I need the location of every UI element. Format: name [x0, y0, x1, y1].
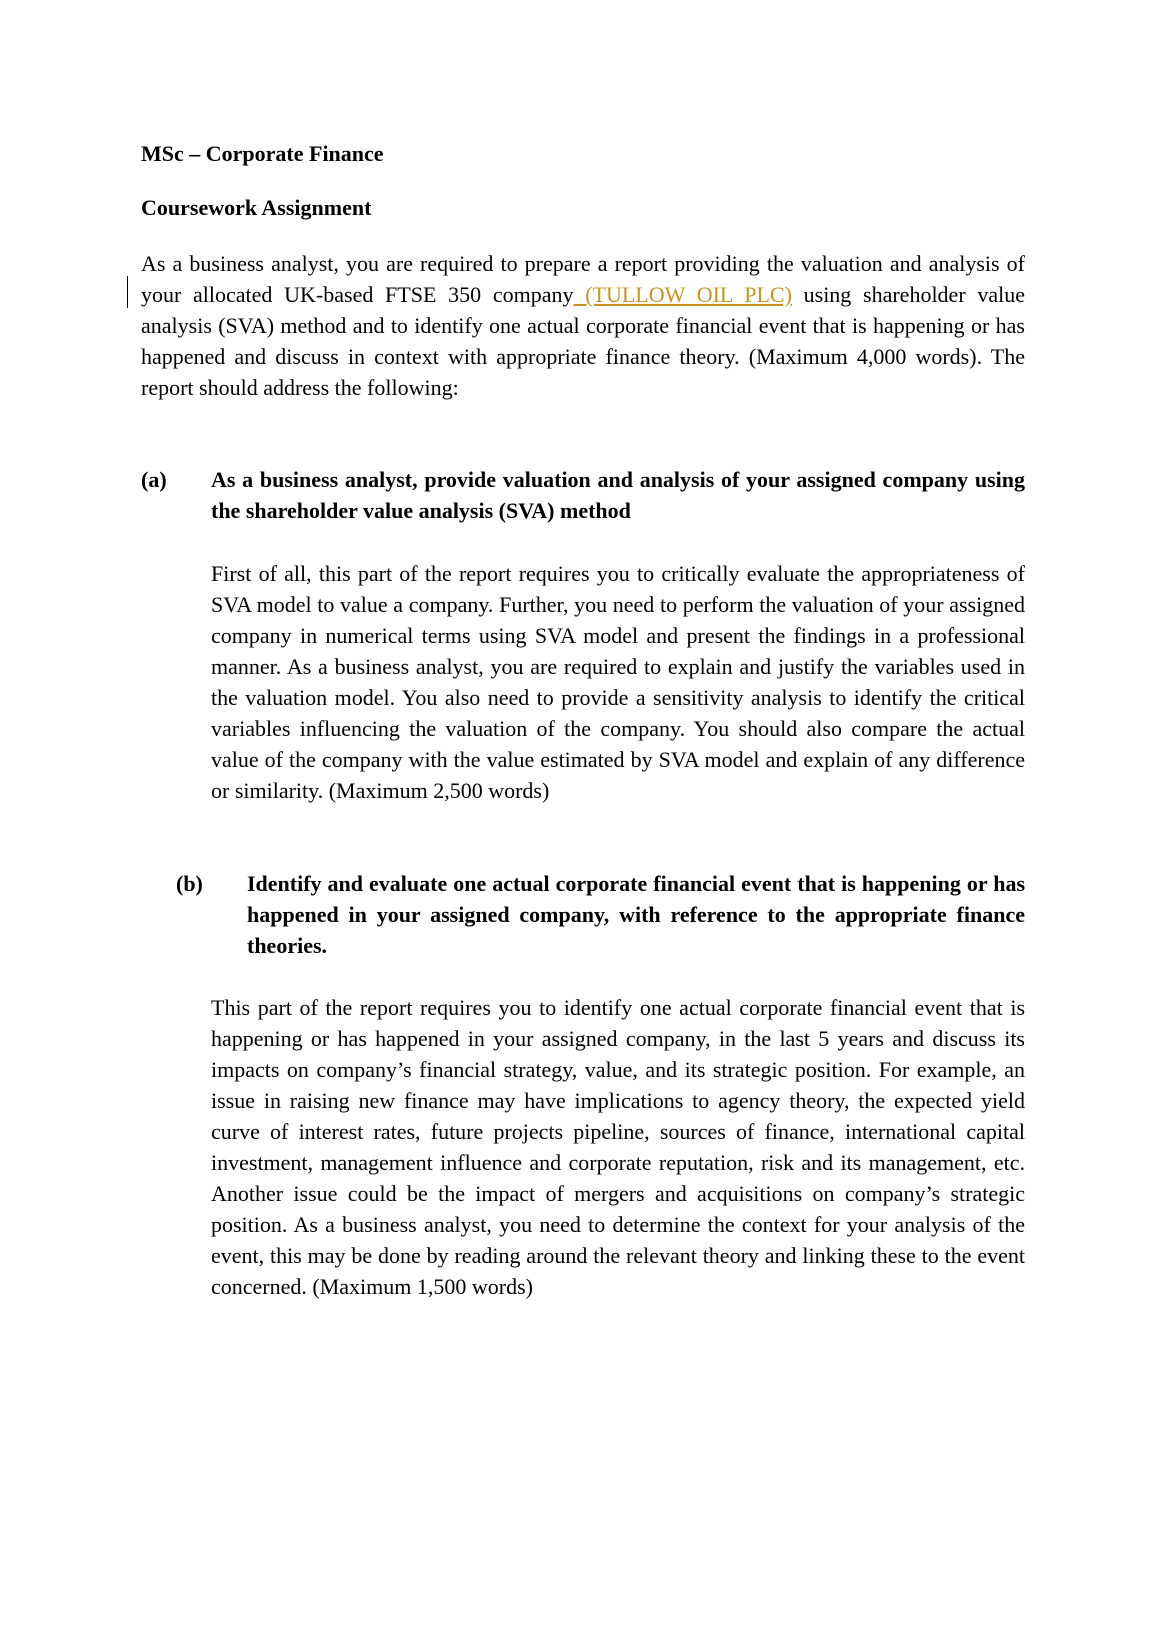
section-a-marker: (a) — [141, 467, 167, 492]
document-title: MSc – Corporate Finance — [141, 141, 384, 166]
section-a-body: First of all, this part of the report requires you to critically evaluate the appropriateness of SVA model to value a company. Further, you need to perform the valuation of your assigned company in numerical terms using SVA model and present the findings in a professional manner. As a business analyst, you are required to explain and justify the variables used in the valuation model. You also need to provide a sensitivity analysis to identify the critical variables influencing the valuation of the company. You should also compare the actual value of the company with the value estimated by SVA model and explain of any difference or similarity. (Maximum 2,500 words) — [211, 561, 1025, 803]
document-subtitle: Coursework Assignment — [141, 195, 372, 220]
section-b-body: This part of the report requires you to identify one actual corporate financial event that is happening or has happened in your assigned company, in the last 5 years and discuss its impacts on company’s financial strategy, value, and its strategic position. For example, an issue in raising new finance may have implications to agency theory, the expected yield curve of interest rates, future projects pipeline, sources of finance, international capital investment, management influence and corporate reputation, risk and its management, etc. Another issue could be the impact of mergers and acquisitions on company’s strategic position. As a business analyst, you need to determine the context for your analysis of the event, this may be done by reading around the relevant theory and linking these to the event concerned. (Maximum 1,500 words) — [211, 995, 1025, 1299]
intro-text-after: using shareholder value analysis (SVA) method and to identify one actual corporate financial event that is happening or has happened and discuss in context with appropriate finance theory. (Maximum 4,000 words). The report should address the following: — [141, 282, 1026, 400]
change-bar — [127, 276, 128, 308]
section-b-heading: Identify and evaluate one actual corporate financial event that is happening or has happened in your assigned company, with reference to the appropriate finance theories. — [247, 871, 1025, 958]
intro-text-before: As a business analyst, you are required to prepare a report providing the valuation and analysis of your allocated UK-based FTSE 350 company — [141, 251, 1025, 307]
section-b-marker: (b) — [176, 871, 203, 896]
tracked-insertion-company: (TULLOW OIL PLC) — [573, 282, 792, 307]
section-a-heading: As a business analyst, provide valuation and analysis of your assigned company using the shareholder value analysis (SVA) method — [211, 467, 1025, 523]
intro-paragraph — [141, 248, 1025, 403]
